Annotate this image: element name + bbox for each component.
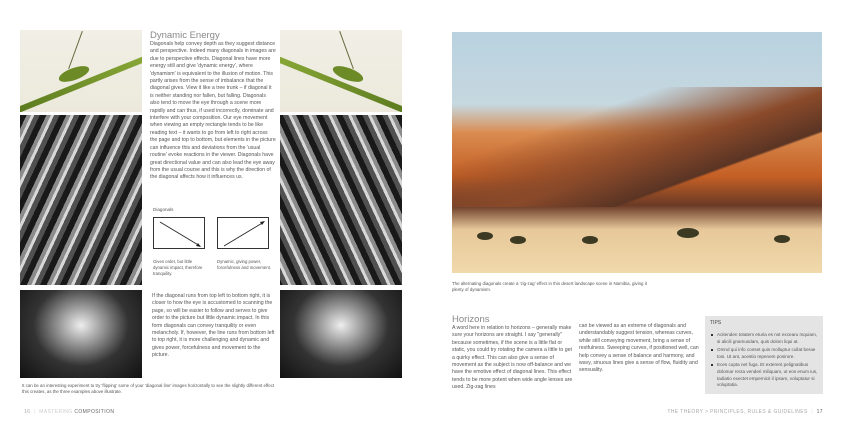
- horizons-col2: can be viewed as an extreme of diagonals and understandably suggest tension, whereas curves, while still conveying movement, bring a sense of restfulness. Sweeping curves, if positioned well, can help convey a sense of balance and harmony, and wavy, sinuous lines give a sense of flow, fluidity and sensuality.: [579, 323, 699, 374]
- bark-texture-photo: [20, 115, 142, 285]
- horizons-col1: A word here in relation to horizons – generally make sure your horizons are straight. I say "generally" because sometimes, if the scene is a little flat or static, you could try rotating the camera a little to get a quirky effect. This can also give a sense of movement as the subject is now off-balance and we have the emotive effect of diagonal lines. This effect tends to be more potent when wide angle lenses are used. Zig-zag lines: [452, 325, 573, 391]
- rock-water-photo-flipped: [280, 290, 402, 378]
- arrow-up-right-icon: [218, 218, 270, 250]
- grasshopper-photo-flipped: [280, 30, 402, 112]
- left-footer: 16 | MASTERING COMPOSITION: [24, 409, 115, 415]
- bark-texture-photo-flipped: [280, 115, 402, 285]
- diagram-caption-left: Gives order, but little dynamic impact, therefore tranquility.: [153, 259, 203, 276]
- tip-item: Acitenden totatem eturia es not excearu mquiam, si alicili gnamusdam, quis dolom liqui at.: [710, 332, 818, 345]
- arrow-down-right-icon: [154, 218, 206, 250]
- horizons-section: [452, 314, 574, 392]
- section-name: THE THEORY > PRINCIPLES, RULES & GUIDELINES: [667, 409, 808, 415]
- tips-title: TIPS: [710, 320, 722, 326]
- section-title: Dynamic Energy: [150, 30, 220, 41]
- diagram-caption-right: Dynamic, giving power, forcefulness and movement.: [217, 259, 271, 270]
- tip-item: Eces cupta net fuga. Et exterent pelignatibus dolomar recta venderi miliquam, ut eos enum ius, tadiatio exectet empernicit il ipsam, voluptatur si voluptatia.: [710, 362, 818, 388]
- page-number: 17: [816, 409, 823, 415]
- tips-list: [710, 332, 818, 389]
- book-title: COMPOSITION: [74, 409, 115, 415]
- section-body: Diagonals help convey depth as they suggest distance and perspective. Indeed many diagonals in images are due to perspective effects. Diagonal lines have more energy still and give 'dynamic energy', where 'dynamism' is equivalent to the illusion of motion. This partly arises from the sense of imbalance that the diagonal gives. View it like a tree trunk – if diagonal it is neither standing nor fallen, but falling. Diagonals also tend to move the eye through a scene more rapidly and can thus, if used incorrectly, dominate and interfere with your composition. Our eye movement when viewing an empty rectangle tends to be like reading text – it wants to go from left to right across the page and top to bottom, but elements in the picture can influence this and deviations from the 'usual routine' evoke reactions in the viewer. Diagonals have great directional value and can also lead the eye away from the usual course and this is why the direction of the diagonal affects how it influences us.: [150, 41, 276, 181]
- grasshopper-photo: [20, 30, 142, 112]
- photo-caption: The alternating diagonals create a 'zig-zag' effect in this desert landscape scene in Namibia, giving it plenty of dynamism.: [452, 281, 647, 293]
- diagonal-body-text: If the diagonal runs from top left to bottom right, it is closer to how the eye is accustomed to scanning the page, so will be easier to follow and serves to give order to the picture but little dynamic impact. In this form diagonals can convey tranquility or even melancholy. If, however, the line runs from bottom left to top right, it is more challenging and dynamic and gives power, forcefulness and movement to the picture.: [152, 293, 275, 359]
- tip-item: Omnd qui info conset quis molluptur cullat berae tosi. Ut ant, acestio repenem posirore.: [710, 347, 818, 360]
- right-footer: THE THEORY > PRINCIPLES, RULES & GUIDELINES | 17: [667, 409, 823, 415]
- page-number: 16: [24, 409, 31, 415]
- namibia-desert-photo: [452, 32, 822, 273]
- series-name: MASTERING: [39, 409, 73, 415]
- spread-caption: It can be an interesting experiment to try 'flipping' some of your 'diagonal line' images horizontally to see the slightly different effect this creates, as the three examples above illustrate.: [22, 383, 275, 395]
- dynamic-energy-section: [150, 30, 276, 182]
- horizons-title: Horizons: [452, 314, 490, 325]
- diagram-title: Diagonals: [153, 207, 174, 212]
- rock-water-photo: [20, 290, 142, 378]
- diagram-descending: [153, 217, 205, 249]
- diagram-ascending: [217, 217, 269, 249]
- tips-box: [705, 316, 823, 394]
